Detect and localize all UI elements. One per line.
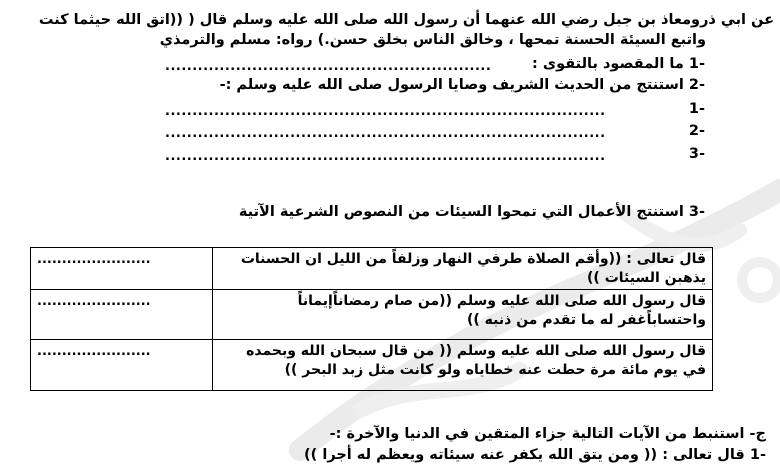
question-2-text: استنتج من الحديث الشريف وصايا الرسول صلى الله عليه وسلم :- [219, 77, 684, 93]
table-row [31, 248, 713, 290]
table-text-cell: قال رسول الله صلى الله عليه وسلم (( من قال سبحان الله وبحمده في يوم مائة مرة حطت عنه خطاياه ولو كانت مثل زبد البحر )) [212, 340, 712, 391]
answer-3-line: ................................................................................. [165, 149, 606, 164]
section-j-item-1-text: قال تعالى : (( ومن يتق الله يكفر عنه سيئاته ويعظم له أجرا )) [304, 447, 745, 463]
hadith-line-1: عن ابي ذرومعاذ بن جبل رضي الله عنهما أن رسول الله صلى الله عليه وسلم قال ( ((اتق الله حيثما كنت [38, 12, 774, 28]
hadith-line-2: واتبع السيئة الحسنة تمحها ، وخالق الناس بخلق حسن.) رواه: مسلم والترمذي [159, 32, 706, 48]
table-text-cell: قال رسول الله صلى الله عليه وسلم ((من صام رمضاناًإيماناً واحتساباًغفر له ما تقدم من ذنبه )) [212, 290, 712, 340]
answer-2-line: ................................................................................. [165, 126, 606, 141]
question-1-answer-line: ............................................................ [165, 59, 492, 74]
table-answer-cell: ....................... [31, 248, 213, 290]
answer-1-line: ................................................................................. [165, 104, 606, 119]
question-1-number: -1 [688, 56, 705, 72]
section-j-item-1-number: -1 [749, 447, 766, 463]
question-1-text: ما المقصود بالتقوى : [531, 56, 684, 72]
table-text-cell: قال تعالى : ((وأقم الصلاة طرفي النهار وزلفاً من الليل ان الحسنات يذهبن السيئات )) [212, 248, 712, 290]
question-3-text: استنتج الأعمال التي تمحوا السيئات من النصوص الشرعية الآتية [238, 204, 684, 220]
question-2-number: -2 [688, 77, 705, 93]
table-answer-cell: ....................... [31, 340, 213, 391]
question-1 [532, 55, 705, 73]
answer-3-number: -3 [688, 146, 705, 162]
answer-2-number: -2 [688, 123, 705, 139]
answer-1-number: -1 [688, 101, 705, 117]
table-row [31, 340, 713, 391]
section-j-item-1 [304, 446, 766, 464]
table-row [31, 290, 713, 340]
question-3-number: -3 [688, 204, 705, 220]
section-j-title: ج- استنبط من الآيات التالية جزاء المتقين في الدنيا والآخرة :- [329, 426, 766, 442]
question-2 [220, 76, 705, 94]
texts-table [30, 247, 713, 391]
table-answer-cell: ....................... [31, 290, 213, 340]
question-3 [239, 203, 705, 221]
